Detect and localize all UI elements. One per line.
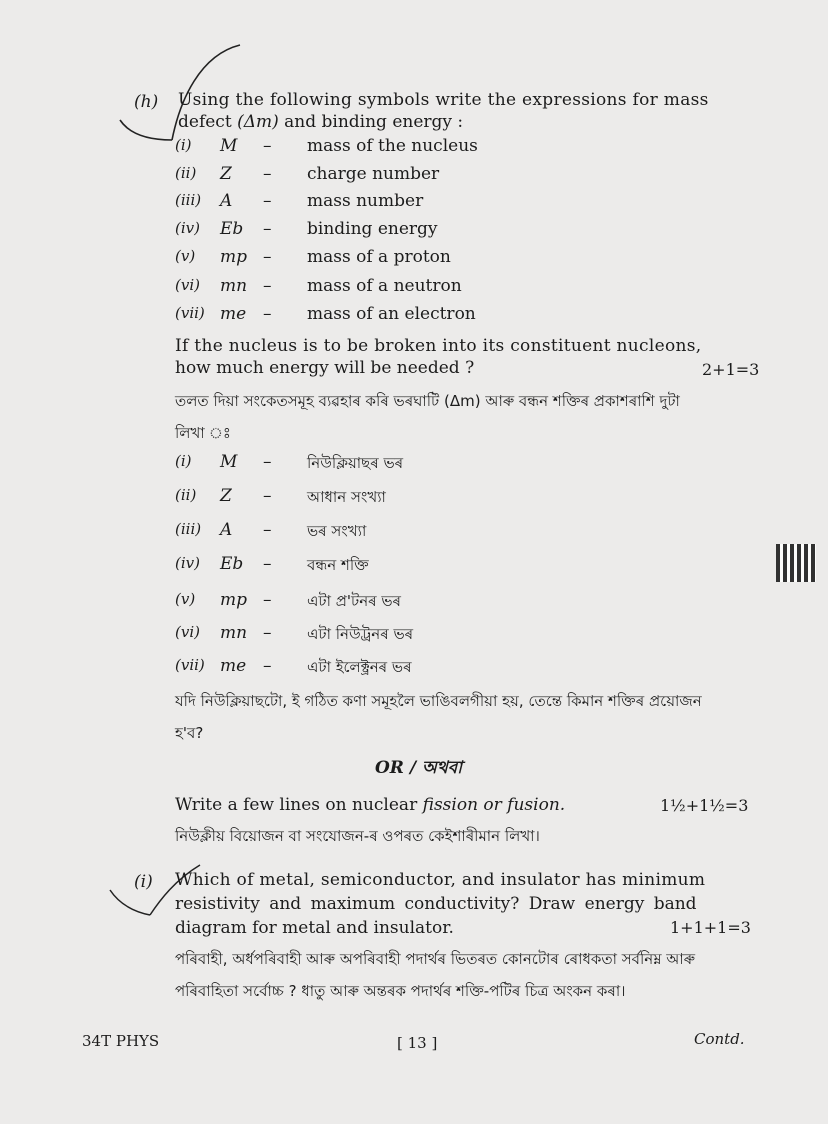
dash: – <box>263 304 272 324</box>
symbol-number: (iii) <box>175 520 202 538</box>
symbol: M <box>220 452 238 472</box>
symbol-row <box>0 590 828 614</box>
dash: – <box>263 191 272 211</box>
dash: – <box>263 590 272 610</box>
qr-code <box>776 544 816 582</box>
symbol-number: (vi) <box>175 623 200 641</box>
continued-label: Contd. <box>694 1030 745 1048</box>
symbol-description: আধান সংখ্যা <box>307 488 386 506</box>
marks-i: 1+1+1=3 <box>670 918 751 937</box>
symbol-description: mass number <box>307 191 424 211</box>
symbol: A <box>220 191 233 211</box>
symbol-number: (iii) <box>175 191 202 209</box>
symbol-row <box>0 164 828 188</box>
question-i-line2: resistivity and maximum conductivity? Draw energy band <box>175 894 697 914</box>
symbol-number: (iv) <box>175 219 200 237</box>
dash: – <box>263 452 272 472</box>
symbol-number: (ii) <box>175 164 197 182</box>
symbol-description: বন্ধন শক্তি <box>307 556 369 574</box>
symbol-description: mass of a neutron <box>307 276 462 296</box>
symbol-row <box>0 623 828 647</box>
dash: – <box>263 164 272 184</box>
symbol-number: (v) <box>175 590 196 608</box>
symbol: mn <box>220 623 248 643</box>
symbol-row <box>0 304 828 328</box>
symbol: mp <box>220 247 248 267</box>
question-i-assamese-1: পৰিবাহী, অৰ্ধপৰিবাহী আৰু অপৰিবাহী পদাৰ্থৰ ভিতৰত কোনটোৰ ৰোধকতা সৰ্বনিম্ন আৰু <box>175 950 696 968</box>
symbol-number: (v) <box>175 247 196 265</box>
dash: – <box>263 623 272 643</box>
assamese-intro-1: তলত দিয়া সংকেতসমূহ ব্যৱহাৰ কৰি ভৰঘাটি (Δm) আৰু বন্ধন শক্তিৰ প্ৰকাশৰাশি দুটা <box>175 392 680 410</box>
symbol-row <box>0 486 828 510</box>
question-h-label: (h) <box>134 92 159 112</box>
paper-code: 34T PHYS <box>82 1032 160 1050</box>
question-h-q1: If the nucleus is to be broken into its constituent nucleons, <box>175 336 702 356</box>
symbol-description: charge number <box>307 164 440 184</box>
question-h-line2: defect (Δm) and binding energy : <box>178 112 464 132</box>
question-i-line3: diagram for metal and insulator. <box>175 918 454 938</box>
symbol: M <box>220 136 238 156</box>
symbol-row <box>0 136 828 160</box>
symbol-description: mass of the nucleus <box>307 136 478 156</box>
alt-assamese: নিউক্লীয় বিয়োজন বা সংযোজন-ৰ ওপৰত কেইশাৰীমান লিখা। <box>175 827 540 845</box>
alt-question: Write a few lines on nuclear fission or fusion. <box>175 795 566 815</box>
symbol: Eb <box>220 554 244 574</box>
symbol-row <box>0 191 828 215</box>
symbol-description: এটা প্ৰ'টনৰ ভৰ <box>307 592 401 610</box>
symbol-row <box>0 452 828 476</box>
assamese-intro-2: লিখা ঃ <box>175 424 231 442</box>
symbol: me <box>220 656 247 676</box>
question-i-assamese-2: পৰিবাহিতা সৰ্বোচ্চ ? ধাতু আৰু অন্তৰক পদাৰ্থৰ শক্তি-পটিৰ চিত্ৰ অংকন কৰা। <box>175 982 626 1000</box>
symbol-number: (iv) <box>175 554 200 572</box>
symbol-row <box>0 554 828 578</box>
symbol-number: (i) <box>175 136 192 154</box>
symbol-description: ভৰ সংখ্যা <box>307 522 367 540</box>
symbol: mn <box>220 276 248 296</box>
dash: – <box>263 219 272 239</box>
symbol-description: mass of an electron <box>307 304 476 324</box>
question-i-line1: Which of metal, semiconductor, and insulator has minimum <box>175 870 706 890</box>
assamese-question-2: হ'ব? <box>175 724 204 742</box>
symbol-number: (vii) <box>175 656 205 674</box>
symbol: A <box>220 520 233 540</box>
assamese-question-1: যদি নিউক্লিয়াছটো, ই গঠিত কণা সমূহলৈ ভাঙিবলগীয়া হয়, তেন্তে কিমান শক্তিৰ প্ৰয়োজন <box>175 692 702 710</box>
symbol-row <box>0 656 828 680</box>
symbol: Z <box>220 486 232 506</box>
symbol-row <box>0 247 828 271</box>
symbol-description: নিউক্লিয়াছৰ ভৰ <box>307 454 404 472</box>
symbol: Z <box>220 164 232 184</box>
dash: – <box>263 247 272 267</box>
symbol: me <box>220 304 247 324</box>
symbol-description: এটা নিউট্ৰনৰ ভৰ <box>307 625 414 643</box>
symbol-description: binding energy <box>307 219 438 239</box>
question-h-q2: how much energy will be needed ? <box>175 358 475 378</box>
dash: – <box>263 276 272 296</box>
dash: – <box>263 520 272 540</box>
symbol-number: (ii) <box>175 486 197 504</box>
symbol-number: (vii) <box>175 304 205 322</box>
symbol-description: mass of a proton <box>307 247 451 267</box>
dash: – <box>263 554 272 574</box>
question-i-label: (i) <box>134 872 153 892</box>
dash: – <box>263 486 272 506</box>
symbol: Eb <box>220 219 244 239</box>
dash: – <box>263 656 272 676</box>
page-number: [ 13 ] <box>397 1034 438 1052</box>
symbol: mp <box>220 590 248 610</box>
marks-alt: 1½+1½=3 <box>660 796 749 815</box>
symbol-description: এটা ইলেক্ট্ৰনৰ ভৰ <box>307 658 412 676</box>
or-divider: OR / অথবা <box>375 758 463 778</box>
question-h-line1: Using the following symbols write the expressions for mass <box>178 90 709 110</box>
symbol-number: (vi) <box>175 276 200 294</box>
symbol-row <box>0 219 828 243</box>
dash: – <box>263 136 272 156</box>
symbol-row <box>0 520 828 544</box>
marks-h: 2+1=3 <box>702 360 760 379</box>
symbol-number: (i) <box>175 452 192 470</box>
symbol-row <box>0 276 828 300</box>
